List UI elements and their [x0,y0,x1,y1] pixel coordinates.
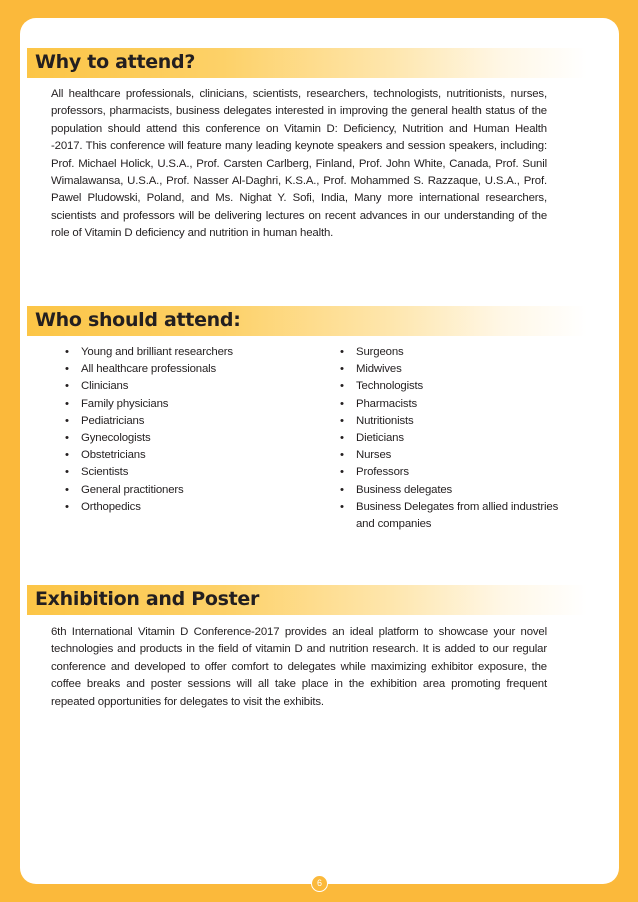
list-item-label: Young and brilliant researchers [81,346,233,358]
list-item [63,499,313,516]
list-item [338,361,578,378]
list-item [338,430,578,447]
list-item [338,464,578,481]
bullet-icon: • [65,500,69,513]
page-number-badge: 6 [311,875,328,892]
bullet-icon: • [340,363,344,376]
list-item-label: Surgeons [356,346,404,358]
list-item [63,430,313,447]
list-item [338,447,578,464]
list-item-label: Business Delegates from allied industries and companies [356,500,559,531]
list-item [338,482,578,499]
why-attend-header [27,48,587,78]
list-item [63,413,313,430]
exhibition-header [27,585,587,615]
bullet-icon: • [340,483,344,496]
list-item [63,482,313,499]
who-attend-list-left [63,344,313,516]
list-item [63,447,313,464]
list-item-label: Obstetricians [81,449,146,462]
list-item-label: All healthcare professionals [81,363,217,376]
list-item-label: Dieticians [356,432,404,445]
bullet-icon: • [65,432,69,445]
list-item-label: Pharmacists [356,397,418,410]
list-item-label: Clinicians [81,380,129,393]
list-item-label: Orthopedics [81,500,141,513]
list-item [338,413,578,430]
who-attend-title: Who should attend: [35,309,241,331]
list-item-label: Scientists [81,466,129,479]
who-attend-header [27,306,587,336]
bullet-icon: • [340,346,344,358]
list-item [338,499,578,533]
bullet-icon: • [65,449,69,462]
bullet-icon: • [65,397,69,410]
bullet-icon: • [65,363,69,376]
bullet-icon: • [340,414,344,427]
list-item [63,344,313,361]
bullet-icon: • [340,466,344,479]
bullet-icon: • [340,397,344,410]
list-item-label: Nutritionists [356,414,414,427]
list-item [63,361,313,378]
bullet-icon: • [340,432,344,445]
why-attend-body: All healthcare professionals, clinicians, scientists, researchers, technologists, nutritionists, nurses, professors, pharmacists, business delegates interested in improving the general health status of the population should attend this conference on Vitamin D: Deficiency, Nutrition and Human Health -2017. This conference will feature many leading keynote speakers and session speakers, including: Prof. Michael Holick, U.S.A., Prof. Carsten Carlberg, Finland, Prof. John White, Canada, Prof. Sunil Wimalawansa, U.S.A., Prof. Nasser Al-Daghri, K.S.A., Prof. Mohammed S. Razzaque, U.S.A., Prof. Pawel Pludowski, Poland, and Ms. Nighat Y. Sofi, India, Many more international researchers, scientists and professors will be delivering lectures on recent advances in our understanding of the role of Vitamin D deficiency and nutrition in human health. [51,88,547,240]
list-item-label: Technologists [356,380,424,393]
list-item-label: Business delegates [356,483,453,496]
exhibition-body: 6th International Vitamin D Conference-2017 provides an ideal platform to showcase your novel technologies and products in the field of vitamin D and nutrition research. It is added to our regular conference and developed to offer comfort to delegates while maximizing exhibitor exposure, the coffee breaks and poster sessions will all take place in the exhibition area promoting frequent repeated opportunities for delegates to visit the exhibits. [51,626,547,708]
list-item-label: Midwives [356,363,402,376]
bullet-icon: • [340,380,344,393]
who-attend-list-right [338,344,578,533]
list-item-label: Gynecologists [81,432,151,445]
list-item-label: Nurses [356,449,392,462]
list-item-label: Pediatricians [81,414,145,427]
bullet-icon: • [65,414,69,427]
bullet-icon: • [65,483,69,496]
bullet-icon: • [340,500,344,513]
bullet-icon: • [65,466,69,479]
list-item-label: Family physicians [81,397,169,410]
bullet-icon: • [340,449,344,462]
list-item [338,396,578,413]
list-item-label: Professors [356,466,409,479]
why-attend-title: Why to attend? [35,51,196,73]
list-item [63,378,313,395]
list-item [338,378,578,395]
bullet-icon: • [65,380,69,393]
bullet-icon: • [65,346,69,358]
exhibition-title: Exhibition and Poster [35,588,260,610]
list-item [338,344,578,361]
list-item-label: General practitioners [81,483,184,496]
list-item [63,464,313,481]
list-item [63,396,313,413]
